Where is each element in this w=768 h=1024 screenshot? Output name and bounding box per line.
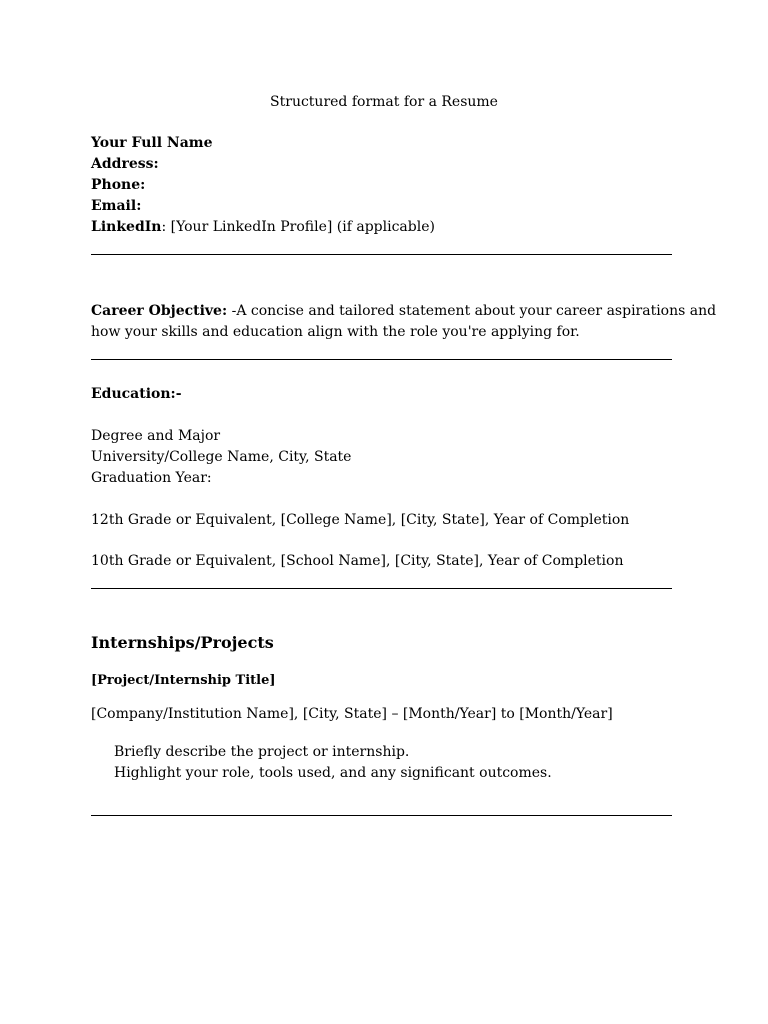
divider-4 — [91, 815, 672, 816]
education-section — [91, 426, 681, 489]
tenth-grade-line: 10th Grade or Equivalent, [School Name], [City, State], Year of Completion — [91, 553, 624, 569]
degree-line: Degree and Major — [91, 428, 221, 444]
bullet-text: Briefly describe the project or internship. — [114, 744, 410, 760]
career-objective-section — [91, 301, 717, 343]
graduation-line: Graduation Year: — [91, 470, 212, 486]
company-line: [Company/Institution Name], [City, State] – [Month/Year] to [Month/Year] — [91, 706, 613, 722]
linkedin-value: : [Your LinkedIn Profile] (if applicable) — [161, 219, 435, 235]
project-bullets — [114, 742, 674, 784]
phone-label: Phone: — [91, 177, 146, 193]
email-label: Email: — [91, 198, 142, 214]
address-label: Address: — [91, 156, 159, 172]
document-title: Structured format for a Resume — [270, 94, 498, 110]
divider-2 — [91, 359, 672, 360]
company-line-block — [91, 704, 681, 725]
divider-3 — [91, 588, 672, 589]
tenth-grade-block — [91, 551, 681, 572]
education-heading: Education:- — [91, 386, 182, 402]
linkedin-label: LinkedIn — [91, 219, 162, 235]
education-heading-block — [91, 384, 681, 405]
full-name: Your Full Name — [91, 135, 213, 151]
internships-heading-block — [91, 632, 681, 653]
contact-section — [91, 133, 681, 238]
career-objective-text-1: -A concise and tailored statement about your career aspirations and — [227, 303, 717, 319]
list-item — [114, 742, 674, 763]
list-item — [114, 763, 674, 784]
bullet-text: Highlight your role, tools used, and any significant outcomes. — [114, 765, 552, 781]
career-objective-label: Career Objective: — [91, 303, 228, 319]
internships-heading: Internships/Projects — [91, 633, 274, 652]
project-title-block — [91, 670, 681, 691]
project-title: [Project/Internship Title] — [91, 673, 276, 688]
twelfth-grade-line: 12th Grade or Equivalent, [College Name], [City, State], Year of Completion — [91, 512, 630, 528]
career-objective-text-2: how your skills and education align with the role you're applying for. — [91, 324, 580, 340]
twelfth-grade-block — [91, 510, 681, 531]
divider-1 — [91, 254, 672, 255]
university-line: University/College Name, City, State — [91, 449, 352, 465]
